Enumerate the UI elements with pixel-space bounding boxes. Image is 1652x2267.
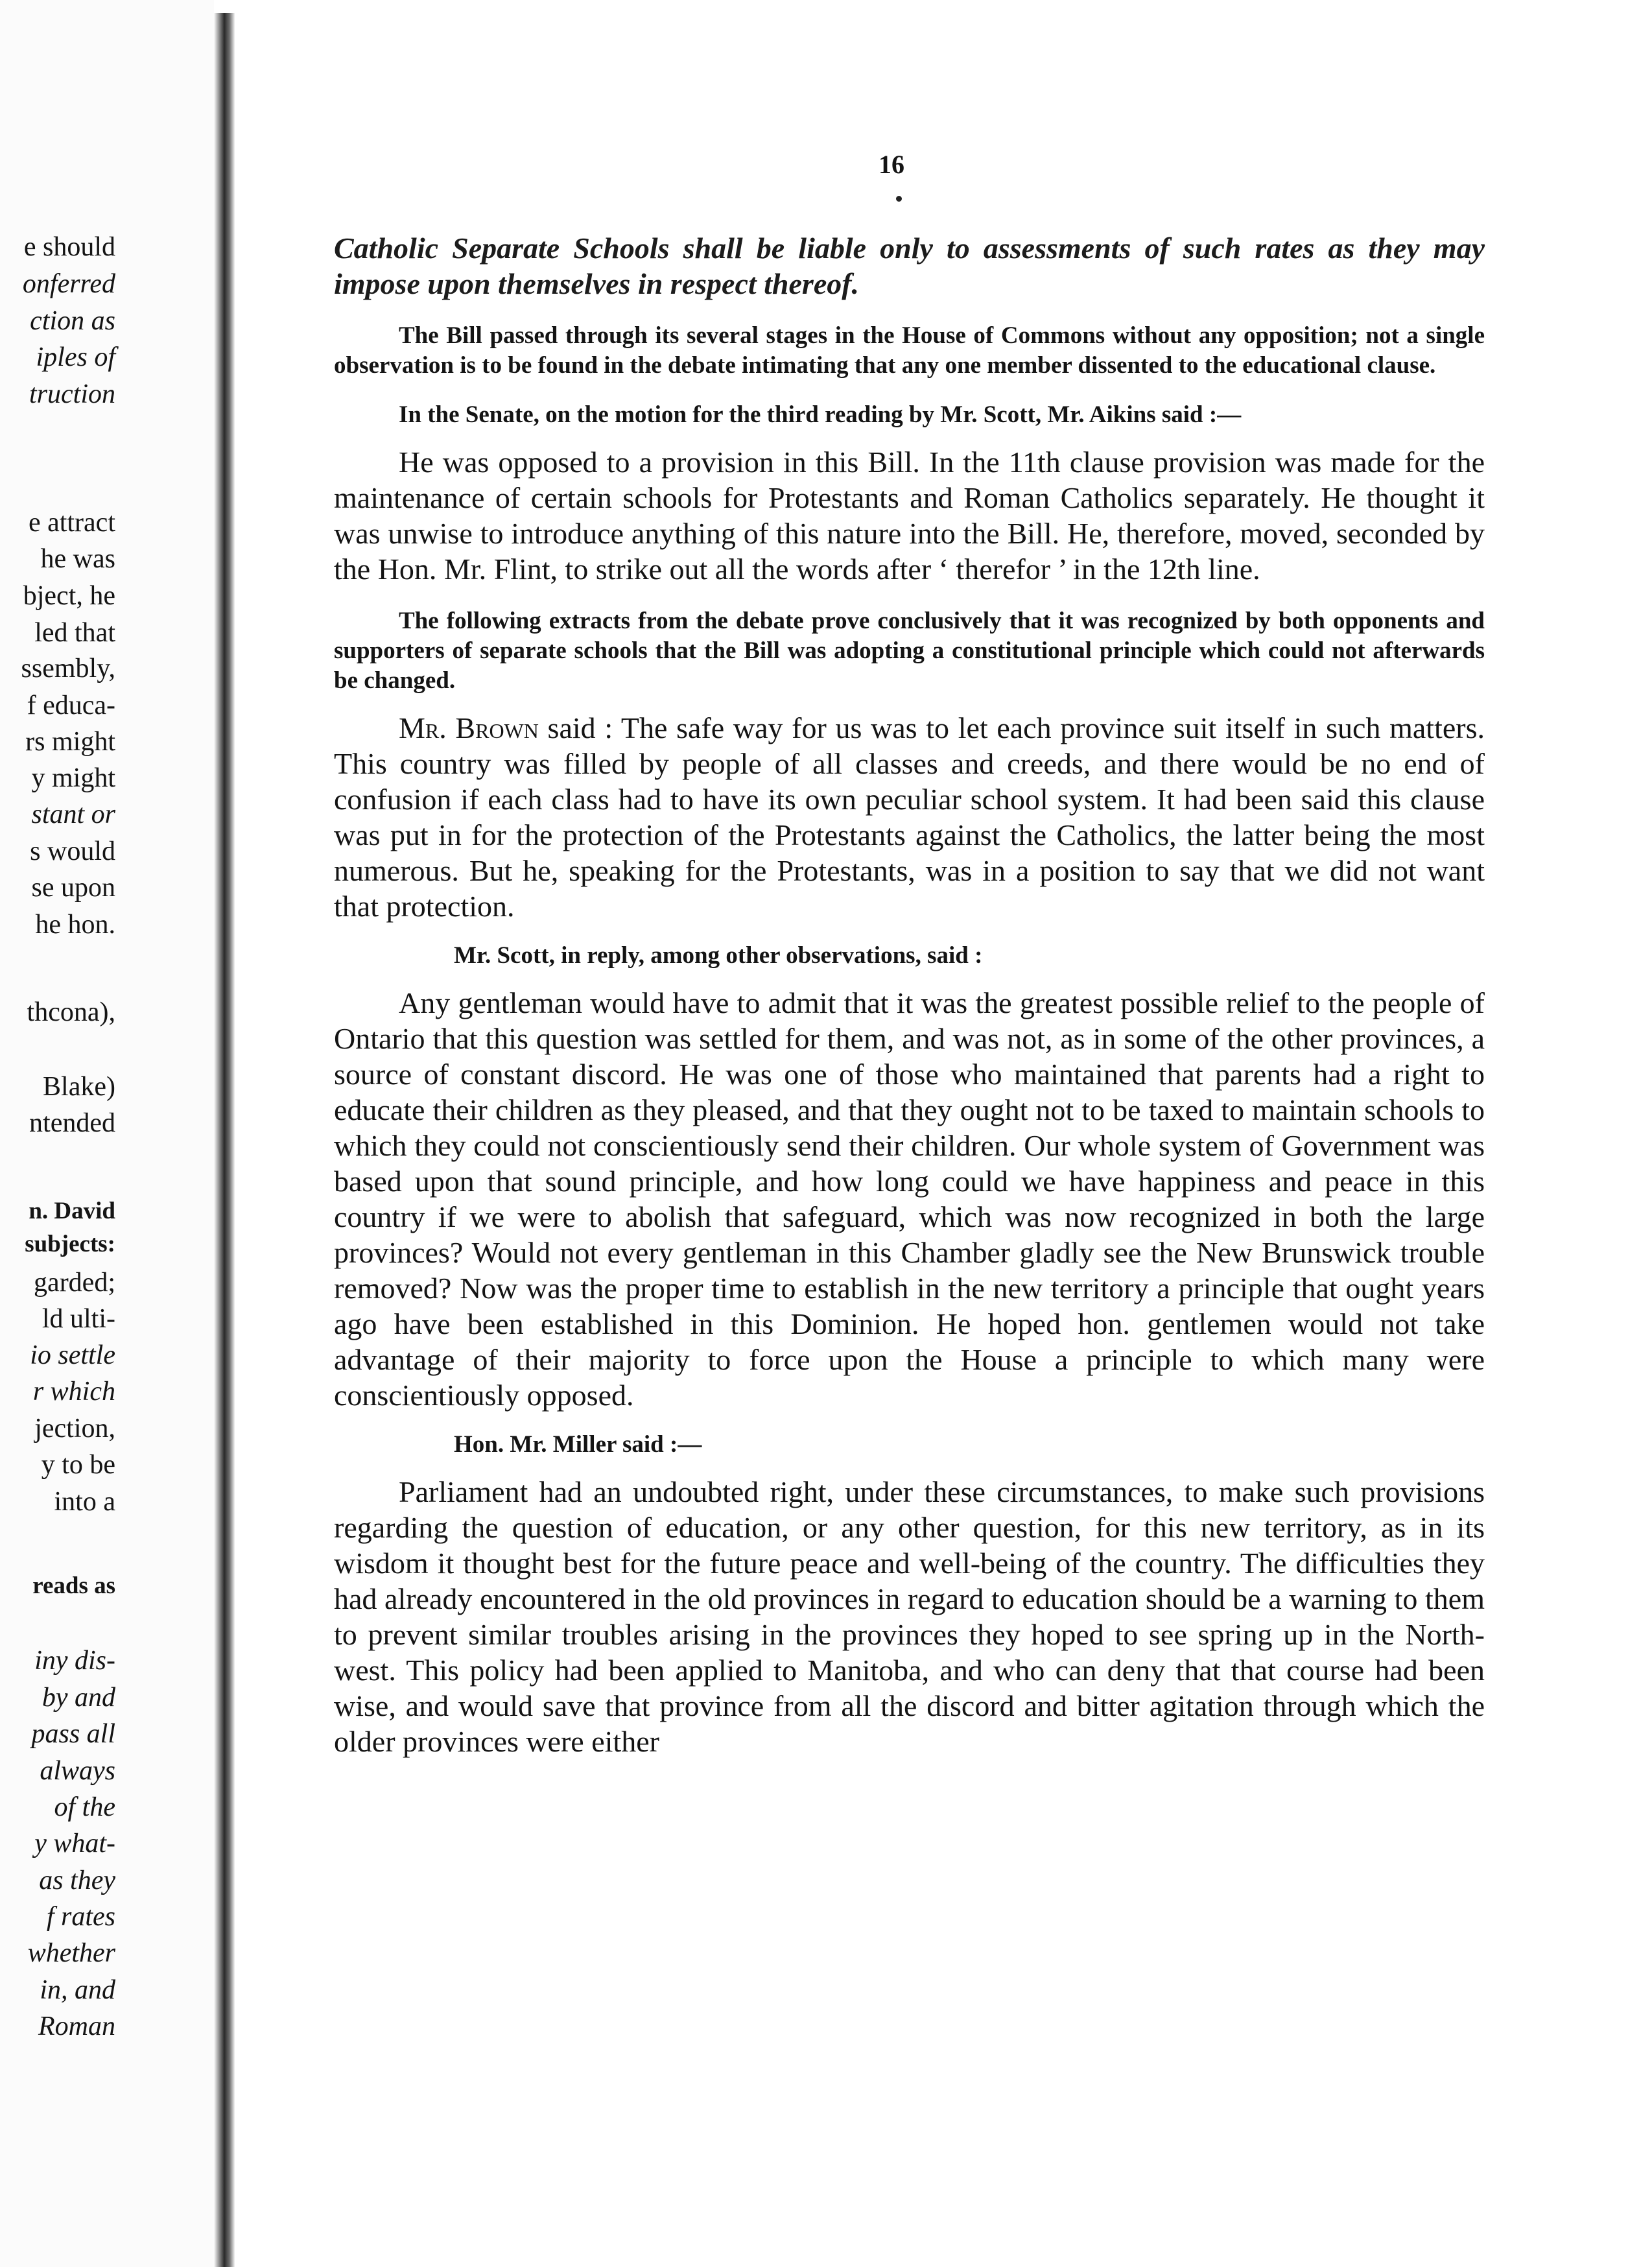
left-page-line: y what-	[34, 1829, 115, 1858]
left-page-line: y might	[31, 763, 115, 793]
left-page-line: as they	[39, 1866, 115, 1895]
main-text	[334, 230, 1485, 1759]
left-page-line: iples of	[36, 342, 115, 372]
left-page-line: by and	[41, 1683, 115, 1713]
left-page-line: rs might	[25, 727, 115, 757]
left-page-line: onferred	[22, 269, 115, 299]
left-page-line: ld ulti-	[41, 1304, 115, 1334]
paragraph-senate-intro: In the Senate, on the motion for the third reading by Mr. Scott, Mr. Aikins said :—	[399, 401, 1242, 428]
left-page-line: ntended	[29, 1108, 115, 1138]
left-page-line: of the	[54, 1792, 115, 1822]
left-page-line: always	[40, 1756, 115, 1786]
left-page-line: reads as	[32, 1573, 115, 1599]
left-page-line: Roman	[38, 2012, 115, 2041]
book-gutter	[214, 13, 235, 2267]
left-page-line: subjects:	[25, 1231, 115, 1257]
left-page-line: stant or	[31, 800, 115, 829]
left-page-line: whether	[27, 1938, 115, 1968]
left-page-line: in, and	[40, 1975, 115, 2005]
left-page-line: thcona),	[27, 997, 115, 1027]
paragraph-statute-quote: Catholic Separate Schools shall be liable only to assessments of such rates as they may impose upon themselves in respect thereof.	[334, 231, 1485, 300]
left-page-line: r which	[32, 1377, 115, 1406]
speaker-name: Mr. Brown	[399, 711, 539, 744]
paragraph-extracts-note: The following extracts from the debate prove conclusively that it was recognized by both opponents and supporters of separate schools that the Bill was adopting a constitutional principle which could not afterwards be changed.	[334, 608, 1485, 694]
left-page-line: he hon.	[35, 910, 115, 940]
left-page-line: he was	[40, 544, 115, 574]
page-number: 16	[879, 150, 904, 179]
left-page-line: e attract	[28, 508, 115, 538]
left-page-line: n. David	[29, 1198, 115, 1224]
left-page-line: garded;	[34, 1268, 115, 1298]
left-page-line: se upon	[31, 873, 115, 903]
left-page-line: jection,	[34, 1414, 115, 1443]
left-page-line: ction as	[30, 306, 115, 336]
paragraph-aikins: He was opposed to a provision in this Bill. In the 11th clause provision was made for the maintenance of certain schools for Protestants and Roman Catholics separately. He thought it was unwise to introduce anything of this nature into the Bill. He, therefore, moved, seconded by the Hon. Mr. Flint, to strike out all the words after ‘ therefor ’ in the 12th line.	[334, 445, 1485, 586]
left-page-line: bject, he	[23, 581, 115, 611]
left-page-line: pass all	[31, 1719, 115, 1749]
left-page-line: truction	[29, 379, 115, 409]
left-page-line: led that	[34, 618, 115, 648]
left-page-line: y to be	[41, 1450, 115, 1480]
paragraph-miller: Parliament had an undoubted right, under these circumstances, to make such provisions regarding the question of education, or any other question, for this new territory, as in its wisdom it thought best for the future peace and well-being of the country. The difficulties they had already encountered in the old provinces in regard to education should be a warning to them to prevent similar troubles arising in the provinces they hoped to see spring up in the North-west. This policy had been applied to Manitoba, and who can deny that that course had been wise, and would save that province from all the discord and bitter agitation through which the older provinces were either	[334, 1475, 1485, 1758]
left-page-line: into a	[54, 1487, 115, 1517]
left-page-line: ssembly,	[21, 654, 115, 683]
left-page-line: io settle	[30, 1340, 115, 1370]
paragraph-miller-intro: Hon. Mr. Miller said :—	[454, 1431, 702, 1458]
left-page-line: iny dis-	[34, 1646, 115, 1676]
left-page-line: e should	[23, 232, 115, 262]
paragraph-brown-text: said : The safe way for us was to let each province suit itself in such matters. This country was filled by people of all classes and creeds, and there would be no end of confusion if each class had to have its own peculiar school system. It had been said this clause was put in for the protection of the Protestants against the Catholics, the latter being the most numerous. But he, speaking for the Protestants, was in a position to say that we did not want that protection.	[334, 711, 1485, 923]
left-page-fragment	[0, 0, 214, 2267]
left-page-line: Blake)	[43, 1072, 115, 1102]
paragraph-scott: Any gentleman would have to admit that it was the greatest possible relief to the people of Ontario that this question was settled for them, and was not, as in some of the other provinces, a source of constant discord. He was one of those who maintained that parents had a right to educate their children as they pleased, and that they ought not to be taxed to maintain schools to which they could not conscientiously send their children. Our whole system of Government was based upon that sound principle, and how long could we have happiness and peace in this country if we were to abolish that safeguard, which was now recognized in both the large provinces? Would not every gentleman in this Chamber gladly see the New Brunswick trouble removed? Now was the proper time to establish in the new territory a principle that ought years ago have been established in this Dominion. He hoped hon. gentlemen would not take advantage of their majority to force upon the House a principle to which many were conscientiously opposed.	[334, 986, 1485, 1412]
left-page-line: s would	[30, 837, 115, 866]
paragraph-brown	[334, 710, 1485, 924]
left-page-line: f rates	[46, 1902, 115, 1932]
left-page-line: f educa-	[27, 691, 115, 720]
print-dot	[896, 196, 902, 202]
paragraph-commons-note: The Bill passed through its several stages in the House of Commons without any opposition; not a single observation is to be found in the debate intimating that any one member dissented to the educational clause.	[334, 322, 1485, 379]
paragraph-scott-intro: Mr. Scott, in reply, among other observations, said :	[454, 942, 983, 969]
